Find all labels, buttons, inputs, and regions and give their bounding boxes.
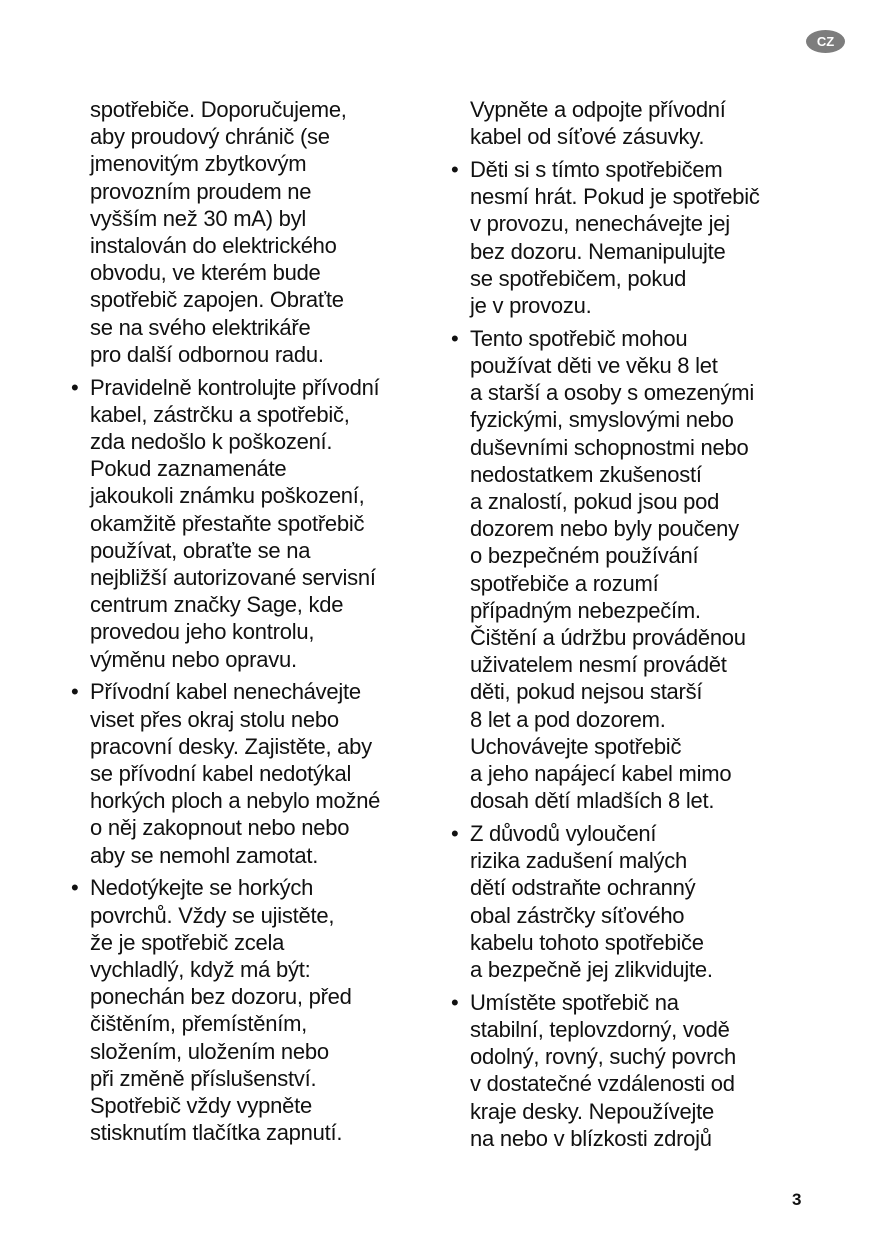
- text-line: okamžitě přestaňte spotřebič: [90, 510, 365, 536]
- bullet-icon: •: [71, 679, 79, 705]
- text-line: pro další odbornou radu.: [90, 341, 324, 367]
- bullet-item: [451, 325, 830, 815]
- text-line: na nebo v blízkosti zdrojů: [470, 1125, 712, 1151]
- text-line: pracovní desky. Zajistěte, aby: [90, 733, 372, 759]
- text-line: a jeho napájecí kabel mimo: [470, 761, 732, 787]
- text-line: provozním proudem ne: [90, 178, 312, 204]
- text-line: při změně příslušenství.: [90, 1065, 317, 1091]
- text-line: dozorem nebo byly poučeny: [470, 516, 739, 542]
- text-line: kraje desky. Nepoužívejte: [470, 1098, 715, 1124]
- paragraph: [90, 96, 440, 368]
- bullet-icon: •: [451, 989, 459, 1015]
- bullet-icon: •: [451, 821, 459, 847]
- text-line: vychladlý, když má být:: [90, 957, 311, 983]
- text-line: Tento spotřebič mohou: [470, 325, 688, 351]
- text-line: Vypněte a odpojte přívodní: [470, 97, 726, 122]
- text-line: dětí odstraňte ochranný: [470, 875, 696, 901]
- bullet-item: [451, 156, 830, 319]
- text-line: používat děti ve věku 8 let: [470, 353, 718, 379]
- text-line: horkých ploch a nebylo možné: [90, 788, 381, 814]
- text-line: jmenovitým zbytkovým: [90, 151, 307, 177]
- text-line: nejbližší autorizované servisní: [90, 565, 376, 591]
- bullet-item: [71, 374, 440, 673]
- text-line: centrum značky Sage, kde: [90, 592, 344, 618]
- text-line: v provozu, nenechávejte jej: [470, 211, 730, 237]
- text-line: spotřebič zapojen. Obraťte: [90, 287, 344, 313]
- text-line: používat, obraťte se na: [90, 537, 311, 563]
- bullet-item: [71, 678, 440, 868]
- paragraph: [470, 96, 830, 150]
- text-line: povrchů. Vždy se ujistěte,: [90, 902, 335, 928]
- text-line: děti, pokud nejsou starší: [470, 679, 703, 705]
- text-line: a bezpečně jej zlikvidujte.: [470, 957, 713, 983]
- text-line: Uchovávejte spotřebič: [470, 733, 682, 759]
- language-badge: CZ: [806, 30, 845, 53]
- text-line: Spotřebič vždy vypněte: [90, 1093, 312, 1119]
- text-line: je v provozu.: [470, 293, 592, 319]
- left-column: [71, 96, 440, 1152]
- text-line: 8 let a pod dozorem.: [470, 706, 666, 732]
- text-line: provedou jeho kontrolu,: [90, 619, 315, 645]
- text-line: složením, uložením nebo: [90, 1038, 329, 1064]
- text-line: v dostatečné vzdálenosti od: [470, 1071, 735, 1097]
- text-line: Pravidelně kontrolujte přívodní: [90, 374, 380, 400]
- text-line: Umístěte spotřebič na: [470, 989, 679, 1015]
- text-line: se přívodní kabel nedotýkal: [90, 761, 352, 787]
- text-line: Z důvodů vyloučení: [470, 821, 657, 847]
- text-line: aby se nemohl zamotat.: [90, 842, 319, 868]
- text-line: uživatelem nesmí provádět: [470, 652, 727, 678]
- text-line: spotřebiče a rozumí: [470, 570, 659, 596]
- text-line: spotřebiče. Doporučujeme,: [90, 97, 347, 122]
- text-line: rizika zadušení malých: [470, 848, 688, 874]
- text-line: Čištění a údržbu prováděnou: [470, 625, 746, 651]
- text-line: Nedotýkejte se horkých: [90, 875, 314, 901]
- text-line: instalován do elektrického: [90, 233, 337, 259]
- text-line: duševními schopnostmi nebo: [470, 434, 749, 460]
- text-line: ponechán bez dozoru, před: [90, 984, 352, 1010]
- text-line: kabel, zástrčku a spotřebič,: [90, 401, 350, 427]
- text-line: aby proudový chránič (se: [90, 124, 330, 150]
- bullet-icon: •: [451, 157, 459, 182]
- text-line: Přívodní kabel nenechávejte: [90, 679, 361, 705]
- text-line: bez dozoru. Nemanipulujte: [470, 238, 726, 264]
- bullet-item: [71, 874, 440, 1146]
- text-line: obal zástrčky síťového: [470, 902, 685, 928]
- text-line: stabilní, teplovzdorný, vodě: [470, 1017, 730, 1043]
- text-line: viset přes okraj stolu nebo: [90, 706, 339, 732]
- text-line: a znalostí, pokud jsou pod: [470, 489, 720, 515]
- text-line: Pokud zaznamenáte: [90, 456, 287, 482]
- bullet-icon: •: [71, 875, 79, 901]
- text-line: Děti si s tímto spotřebičem: [470, 157, 723, 182]
- text-line: se spotřebičem, pokud: [470, 265, 687, 291]
- text-line: vyšším než 30 mA) byl: [90, 205, 307, 231]
- text-line: o bezpečném používání: [470, 543, 699, 569]
- text-line: obvodu, ve kterém bude: [90, 260, 321, 286]
- text-line: čištěním, přemístěním,: [90, 1011, 308, 1037]
- text-line: nedostatkem zkušeností: [470, 461, 702, 487]
- text-line: fyzickými, smyslovými nebo: [470, 407, 734, 433]
- text-line: nesmí hrát. Pokud je spotřebič: [470, 184, 760, 210]
- page-number: 3: [792, 1190, 802, 1209]
- text-line: že je spotřebič zcela: [90, 929, 285, 955]
- text-line: a starší a osoby s omezenými: [470, 380, 755, 406]
- bullet-item: [451, 820, 830, 983]
- text-line: se na svého elektrikáře: [90, 314, 311, 340]
- bullet-icon: •: [71, 374, 79, 400]
- bullet-item: [451, 989, 830, 1152]
- text-line: zda nedošlo k poškození.: [90, 429, 333, 455]
- text-line: stisknutím tlačítka zapnutí.: [90, 1120, 343, 1146]
- bullet-icon: •: [451, 325, 459, 351]
- right-column: [451, 96, 830, 1158]
- text-line: případným nebezpečím.: [470, 597, 701, 623]
- text-line: dosah dětí mladších 8 let.: [470, 788, 715, 814]
- text-line: výměnu nebo opravu.: [90, 646, 297, 672]
- text-line: o něj zakopnout nebo nebo: [90, 815, 350, 841]
- text-line: jakoukoli známku poškození,: [90, 483, 365, 509]
- text-line: odolný, rovný, suchý povrch: [470, 1044, 736, 1070]
- text-line: kabel od síťové zásuvky.: [470, 124, 705, 150]
- text-line: kabelu tohoto spotřebiče: [470, 929, 704, 955]
